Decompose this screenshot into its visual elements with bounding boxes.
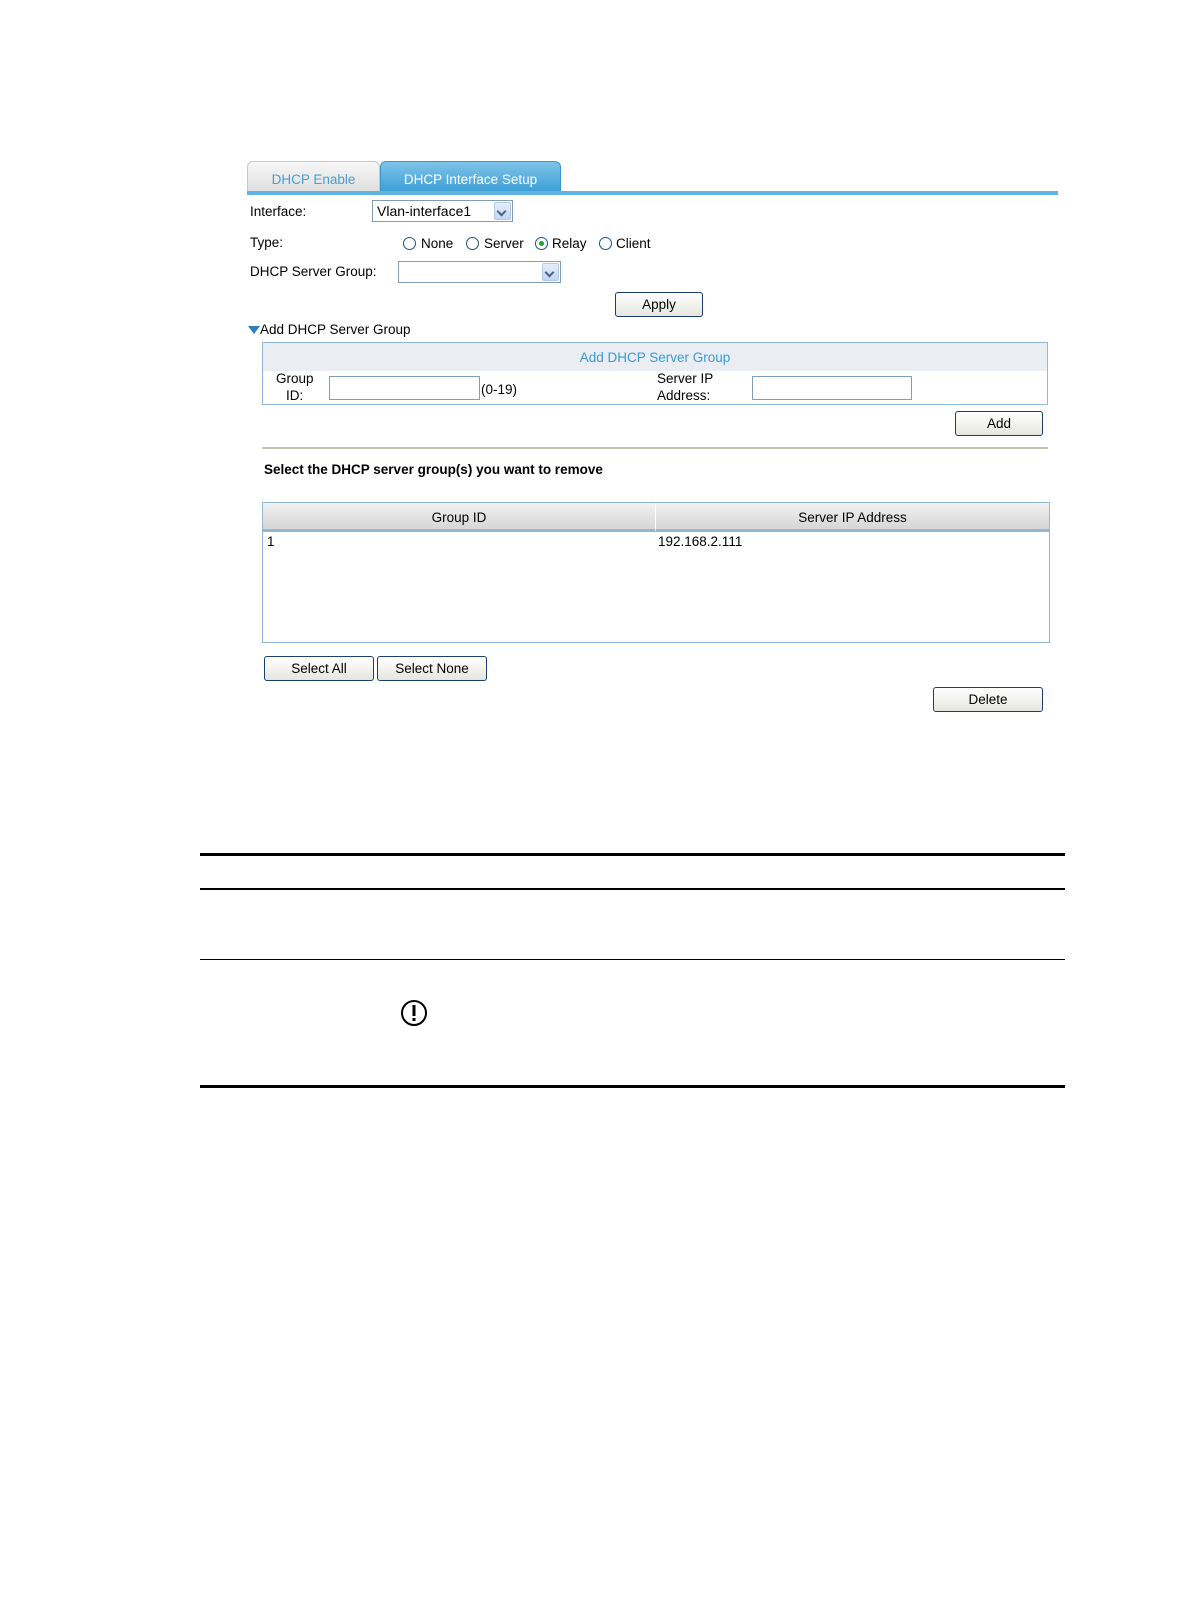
- table-bottom-rule: [200, 1085, 1065, 1088]
- chevron-down-icon[interactable]: [542, 263, 559, 281]
- server-group-select[interactable]: [398, 261, 561, 283]
- server-group-table: [262, 502, 1050, 643]
- select-all-button[interactable]: Select All: [264, 656, 374, 681]
- select-none-button[interactable]: Select None: [377, 656, 487, 681]
- section-divider: [262, 447, 1048, 449]
- interface-select-value: Vlan-interface1: [377, 203, 472, 219]
- add-group-section-title[interactable]: Add DHCP Server Group: [260, 322, 411, 337]
- type-option-server-label: Server: [484, 236, 524, 251]
- interface-label: Interface:: [250, 204, 307, 219]
- add-group-panel: [262, 342, 1048, 405]
- group-id-label-line2: ID:: [286, 388, 304, 403]
- server-group-label: DHCP Server Group:: [250, 264, 377, 279]
- type-radio-client[interactable]: [599, 237, 612, 250]
- add-button[interactable]: Add: [955, 411, 1043, 436]
- column-header-server-ip[interactable]: Server IP Address: [656, 503, 1049, 532]
- type-option-none-label: None: [421, 236, 454, 251]
- table-header-rule: [200, 888, 1065, 890]
- add-group-panel-title: Add DHCP Server Group: [263, 343, 1047, 371]
- interface-select[interactable]: [372, 200, 513, 222]
- group-id-range: (0-19): [481, 382, 518, 397]
- type-radio-none[interactable]: [403, 237, 416, 250]
- server-ip-label-line2: Address:: [657, 388, 711, 403]
- apply-button[interactable]: Apply: [615, 292, 703, 317]
- row-server-ip: 192.168.2.111: [658, 534, 743, 549]
- type-radio-relay[interactable]: [535, 237, 548, 250]
- tab-dhcp-enable[interactable]: DHCP Enable: [247, 161, 380, 193]
- row-group-id: 1: [267, 534, 275, 549]
- type-option-relay-label: Relay: [552, 236, 587, 251]
- exclamation-circle-icon: [400, 999, 428, 1027]
- remove-prompt: Select the DHCP server group(s) you want to remove: [264, 462, 603, 477]
- server-ip-input[interactable]: [752, 376, 912, 400]
- server-ip-label-line1: Server IP: [657, 371, 714, 386]
- table-row[interactable]: [263, 532, 1049, 552]
- table-top-rule: [200, 853, 1065, 856]
- collapse-triangle-icon[interactable]: [248, 326, 260, 334]
- chevron-down-icon[interactable]: [494, 202, 511, 220]
- type-radio-server[interactable]: [466, 237, 479, 250]
- type-option-client-label: Client: [616, 236, 651, 251]
- type-label: Type:: [250, 235, 284, 250]
- table-row-rule: [200, 959, 1065, 960]
- column-header-group-id[interactable]: Group ID: [263, 503, 656, 532]
- tab-underline: [247, 191, 1058, 195]
- delete-button[interactable]: Delete: [933, 687, 1043, 712]
- group-id-input[interactable]: [329, 376, 480, 400]
- tab-dhcp-interface-setup[interactable]: DHCP Interface Setup: [380, 161, 561, 193]
- group-id-label-line1: Group: [276, 371, 314, 386]
